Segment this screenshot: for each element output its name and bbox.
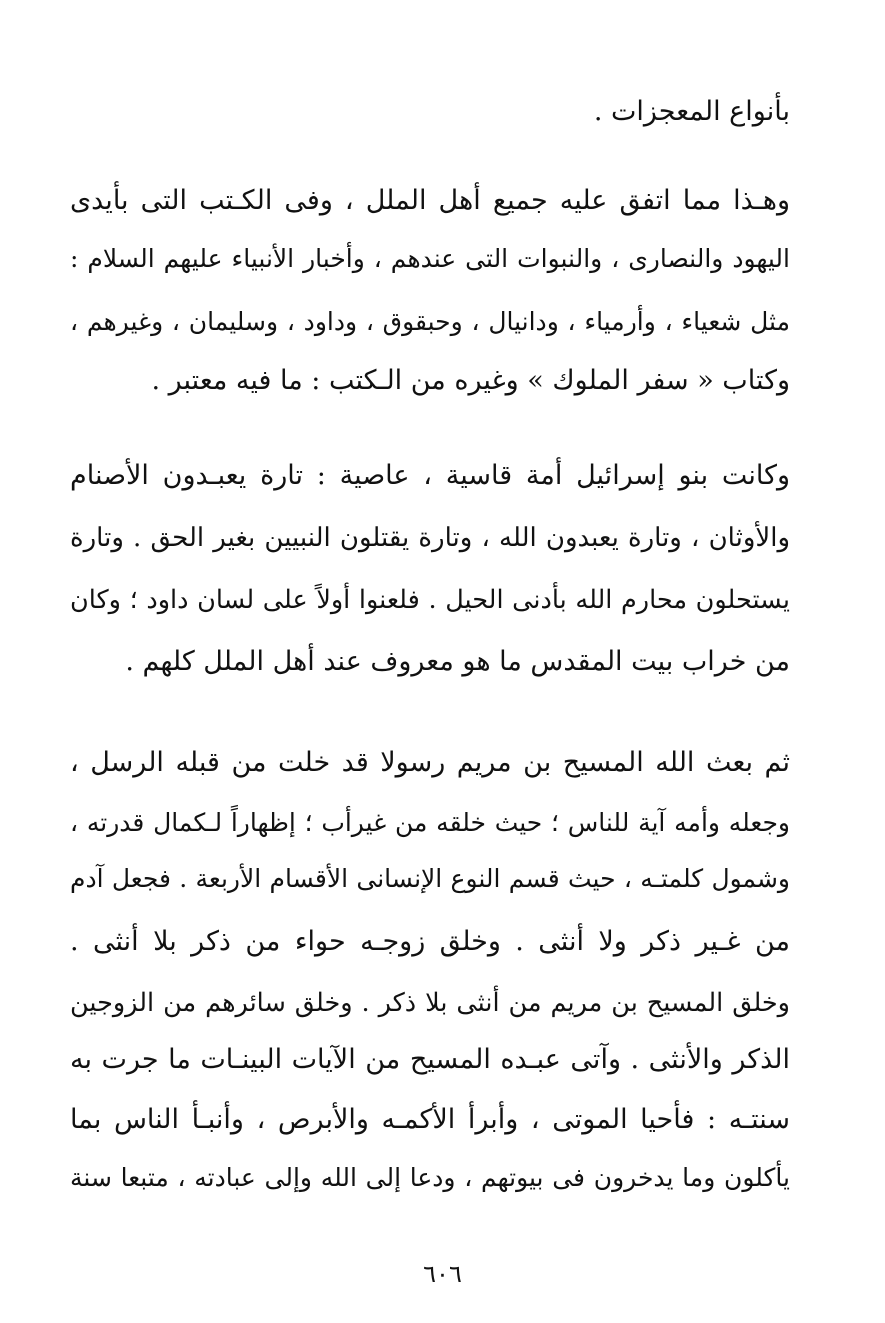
text-line: وجعله وأمه آية للناس ؛ حيث خلقه من غيرأب ؛ إظهاراً لـكمال قدرته ، <box>70 808 790 837</box>
text-line: من خراب بيت المقدس ما هو معروف عند أهل الملل كلهم . <box>125 646 790 677</box>
text-line: وخلق المسيح بن مريم من أنثى بلا ذكر . وخلق سائرهم من الزوجين <box>70 988 790 1018</box>
page-number: ٦٠٦ <box>423 1260 462 1288</box>
text-line: اليهود والنصارى ، والنبوات التى عندهم ، وأخبار الأنبياء عليهم السلام : <box>70 244 790 273</box>
text-line: وكتاب « سفر الملوك » وغيره من الـكتب : ما فيه معتبر . <box>151 365 790 396</box>
text-line: وهـذا مما اتفق عليه جميع أهل الملل ، وفى الكـتب التى بأيدى <box>70 185 790 216</box>
text-line: سنتـه : فأحيا الموتى ، وأبرأ الأكمـه والأبرص ، وأنبـأ الناس بما <box>70 1104 790 1135</box>
text-line: ثم بعث الله المسيح بن مريم رسولا قد خلت من قبله الرسل ، <box>70 747 790 778</box>
text-line: من غـير ذكر ولا أنثى . وخلق زوجـه حواء من ذكر بلا أنثى . <box>70 926 790 957</box>
text-line: بأنواع المعجزات . <box>593 96 790 127</box>
text-line: مثل شعياء ، وأرمياء ، ودانيال ، وحبقوق ، وداود ، وسليمان ، وغيرهم ، <box>70 307 790 336</box>
text-line: وكانت بنو إسرائيل أمة قاسية ، عاصية : تارة يعبـدون الأصنام <box>70 460 790 491</box>
text-line: يأكلون وما يدخرون فى بيوتهم ، ودعا إلى الله وإلى عبادته ، متبعا سنة <box>70 1163 790 1192</box>
text-line: يستحلون محارم الله بأدنى الحيل . فلعنوا أولاً على لسان داود ؛ وكان <box>70 585 790 615</box>
text-line: والأوثان ، وتارة يعبدون الله ، وتارة يقتلون النبيين بغير الحق . وتارة <box>70 523 790 553</box>
text-line: الذكر والأنثى . وآتى عبـده المسيح من الآيات البينـات ما جرت به <box>70 1044 790 1075</box>
text-line: وشمول كلمتـه ، حيث قسم النوع الإنسانى الأقسام الأربعة . فجعل آدم <box>70 864 790 893</box>
